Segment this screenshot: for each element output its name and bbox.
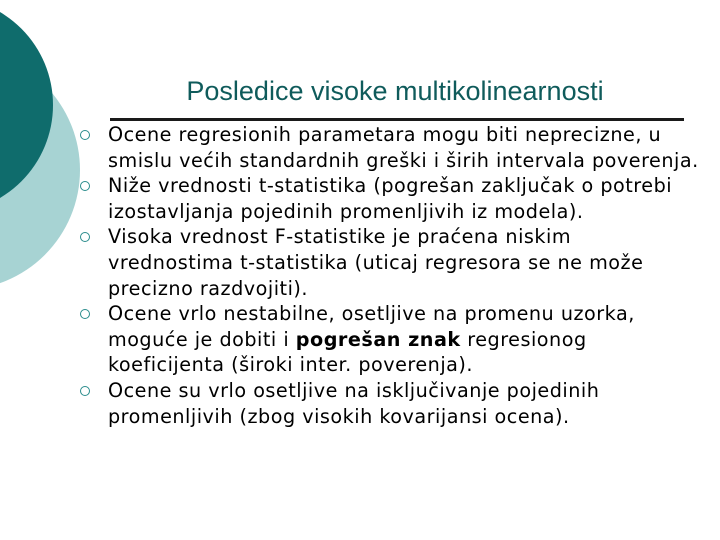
circles-graphic	[0, 0, 80, 300]
bullet-text: Ocene su vrlo osetljive na isključivanje pojedinih promenljivih (zbog visokih kovarijansi ocena).	[108, 378, 600, 428]
bullet-text-end: regresionog koeficijenta (široki inter. poverenja).	[108, 327, 587, 377]
hollow-circle-bullet-icon	[80, 130, 90, 140]
bullet-text: Ocene regresionih parametara mogu biti neprecizne, u smislu većih standardnih greški i širih intervala poverenja.	[108, 123, 699, 172]
bullet-item	[80, 301, 700, 378]
slide-title: Posledice visoke multikolinearnosti	[186, 76, 604, 106]
bullet-text-start: Ocene vrlo nestabilne, osetljive na promenu uzorka, moguće je dobiti i	[108, 302, 635, 351]
hollow-circle-bullet-icon	[80, 386, 90, 396]
decorative-circles	[0, 0, 80, 300]
bullet-text: Niže vrednosti t-statistika (pogrešan zaključak o potrebi izostavljanja pojedinih promenljivih iz modela).	[108, 174, 673, 223]
bullet-list	[80, 122, 700, 429]
bullet-item	[80, 173, 700, 224]
bullet-emphasis: pogrešan znak	[295, 327, 461, 351]
hollow-circle-bullet-icon	[80, 309, 90, 319]
bullet-item	[80, 122, 700, 173]
bullet-item	[80, 378, 700, 429]
hollow-circle-bullet-icon	[80, 181, 90, 191]
title-underline	[110, 118, 684, 121]
bullet-item	[80, 224, 700, 301]
bullet-text: Visoka vrednost F-statistike je praćena niskim vrednostima t-statistika (uticaj regresora se ne može precizno razdvojiti).	[108, 225, 644, 300]
hollow-circle-bullet-icon	[80, 232, 90, 242]
